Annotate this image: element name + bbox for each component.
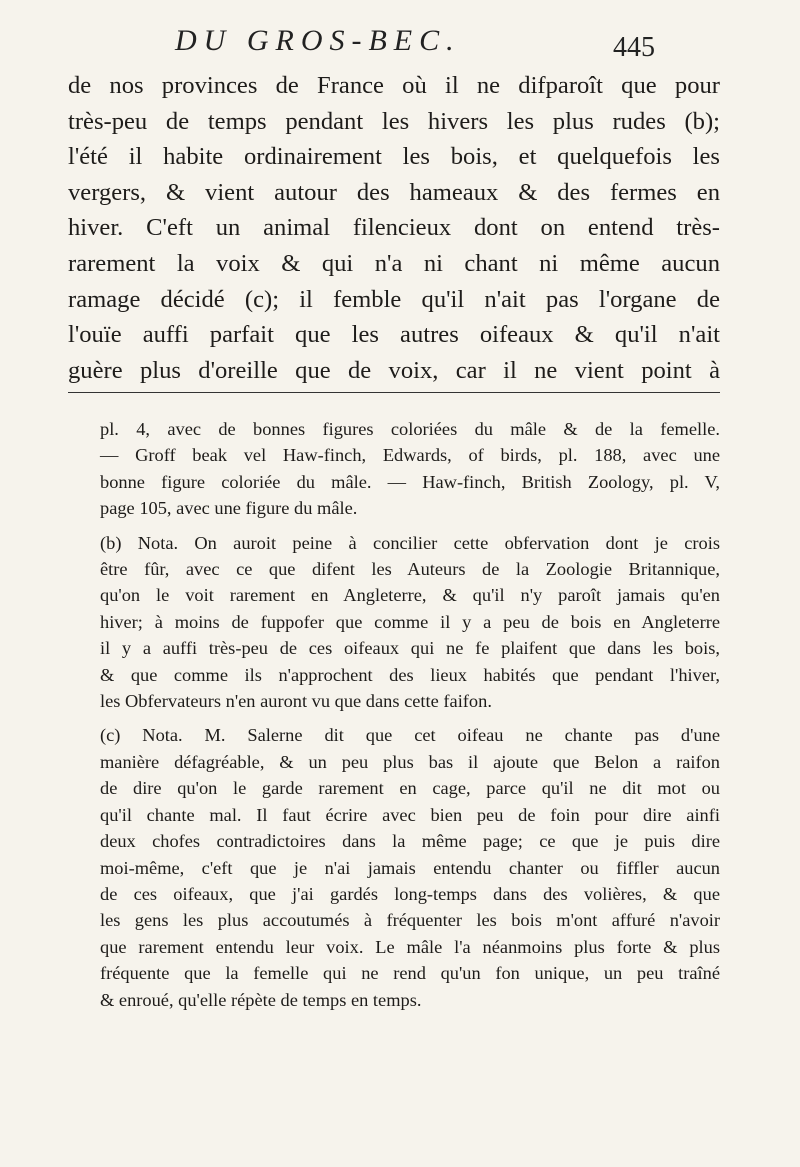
footnote-line: page 105, avec une figure du mâle. (100, 498, 358, 519)
text-line: l'été il habite ordinairement les bois, et quelquefois les (68, 143, 720, 171)
text-line: ramage décidé (c); il femble qu'il n'ait pas l'organe de (68, 285, 720, 313)
footnote-line: bonne figure coloriée du mâle. — Haw-finch, British Zoology, pl. V, (100, 471, 720, 492)
text-line: hiver. C'eft un animal filencieux dont on entend très- (68, 214, 720, 242)
main-text (68, 68, 720, 388)
footnote-line: deux chofes contradictoires dans la même page; ce que je puis dire (100, 831, 720, 852)
footnote-b (100, 530, 720, 715)
footnote-line: qu'on le voit rarement en Angleterre, & qu'il n'y paroît jamais qu'en (100, 585, 720, 606)
footnote-c (100, 722, 720, 1012)
footnote-continuation (100, 416, 720, 522)
text-line: guère plus d'oreille que de voix, car il ne vient point à (68, 356, 720, 384)
footnote-line: moi-même, c'eft que je n'ai jamais entendu chanter ou fiffler aucun (100, 857, 720, 878)
footnote-line: pl. 4, avec de bonnes figures coloriées du mâle & de la femelle. (100, 419, 720, 439)
footnote-line: & enroué, qu'elle répète de temps en temps. (100, 989, 422, 1010)
footnote-line: — Groff beak vel Haw-finch, Edwards, of birds, pl. 188, avec une (100, 445, 720, 466)
footnote-line: les Obfervateurs n'en auront vu que dans cette faifon. (100, 691, 492, 712)
footnote-line: hiver; à moins de fuppofer que comme il y a peu de bois en Angleterre (100, 611, 720, 632)
footnote-line: que rarement entendu leur voix. Le mâle l'a néanmoins plus forte & plus (100, 936, 720, 957)
footnote-line: de dire qu'on le garde rarement en cage, parce qu'il ne dit mot ou (100, 778, 720, 799)
text-line: vergers, & vient autour des hameaux & des fermes en (68, 178, 720, 206)
footnote-line: les gens les plus accoutumés à fréquenter les bois m'ont affuré n'avoir (100, 910, 720, 931)
running-head: DU GROS-BEC. (175, 24, 461, 57)
footnote-line: qu'il chante mal. Il faut écrire avec bien peu de foin pour dire ainfi (100, 804, 720, 825)
text-line: de nos provinces de France où il ne difparoît que pour (68, 72, 720, 99)
footnote-line: (b) Nota. On auroit peine à concilier cette obfervation dont je crois (100, 532, 720, 553)
text-line: très-peu de temps pendant les hivers les plus rudes (b); (68, 107, 720, 135)
page-header (175, 20, 655, 68)
page-number: 445 (613, 32, 655, 63)
text-line: rarement la voix & qui n'a ni chant ni même aucun (68, 249, 720, 277)
text-line: l'ouïe auffi parfait que les autres oifeaux & qu'il n'ait (68, 321, 720, 349)
footnote-line: de ces oifeaux, que j'ai gardés long-temps dans des volières, & que (100, 883, 720, 904)
footnote-line: (c) Nota. M. Salerne dit que cet oifeau ne chante pas d'une (100, 725, 720, 746)
footnote-line: fréquente que la femelle qui ne rend qu'un fon unique, un peu traîné (100, 963, 720, 984)
footnote-line: & que comme ils n'approchent des lieux habités que pendant l'hiver, (100, 664, 720, 685)
footnote-line: manière défagréable, & un peu plus bas il ajoute que Belon a raifon (100, 751, 720, 772)
footnote-line: être fûr, avec ce que difent les Auteurs de la Zoologie Britannique, (100, 559, 720, 580)
footnote-divider (68, 392, 720, 393)
footnotes (100, 416, 720, 1021)
footnote-line: il y a auffi très-peu de ces oifeaux qui ne fe plaifent que dans les bois, (100, 638, 720, 659)
